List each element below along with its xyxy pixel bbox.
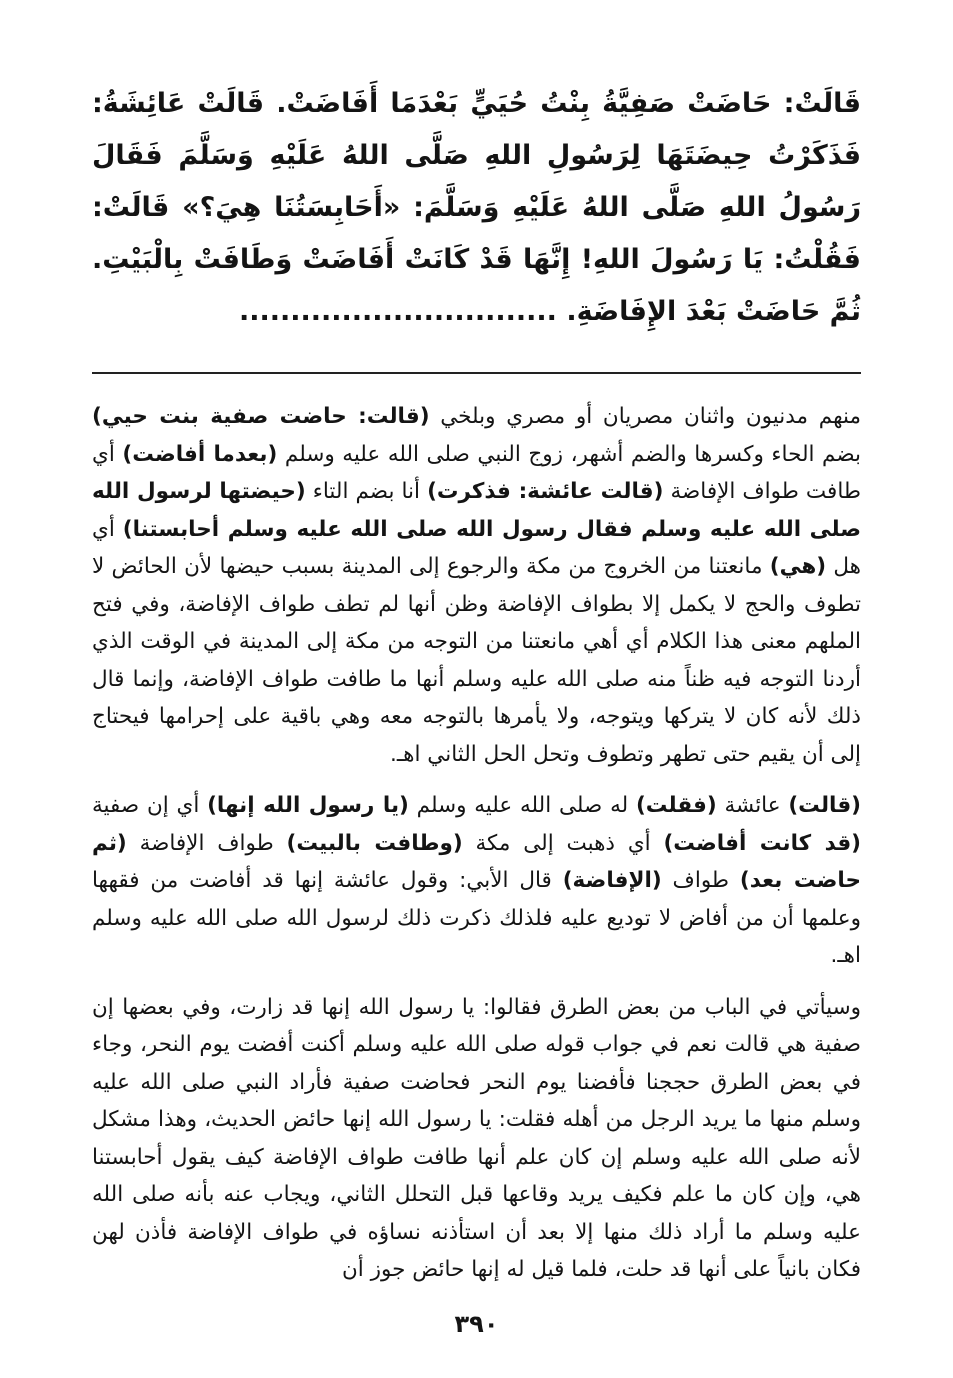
text-run: أي طافت طواف الإفاضة: [92, 441, 861, 504]
page: [92, 78, 861, 1338]
commentary: [92, 398, 861, 1289]
commentary-paragraph: [92, 787, 861, 975]
text-run: أنا بضم التاء: [305, 479, 428, 504]
commentary-paragraph: [92, 989, 861, 1289]
hadith-body: قَالَتْ: حَاضَتْ صَفِيَّةُ بِنْتُ حُيَيٍّ بَعْدَمَا أَفَاضَتْ. قَالَتْ عَائِشَةُ: فَذَكَرْتُ حِيضَتَهَا لِرَسُولِ اللهِ صَلَّى اللهُ عَلَيْهِ وَسَلَّمَ فَقَالَ رَسُولُ اللهِ صَلَّى اللهُ عَلَيْهِ وَسَلَّمَ: «أَحَابِسَتُنَا هِيَ؟» قَالَتْ: فَقُلْتُ: يَا رَسُولَ اللهِ! إِنَّهَا قَدْ كَانَتْ أَفَاضَتْ وَطَافَتْ بِالْبَيْتِ. ثُمَّ حَاضَتْ بَعْدَ الإِفَاضَةِ.: [92, 88, 861, 327]
bold-quote: (ثم حاضت بعد): [92, 830, 862, 893]
text-run: قال الأبي: وقول عائشة إنها قد أفاضت من فقهها وعلمها أن من أفاض لا توديع عليه فلذلك ذكرت ذلك لرسول الله صلى الله عليه وسلم اهـ.: [92, 868, 861, 968]
bold-quote: (هي): [769, 554, 827, 579]
footnote-separator: [92, 372, 861, 374]
text-run: طواف الإفاضة: [126, 830, 287, 856]
text-run: طواف: [661, 868, 740, 893]
text-run: وسيأتي في الباب من بعض الطرق فقالوا: يا رسول الله إنها قد زارت، وفي بعضها إن صفية هي قالت نعم في جواب قوله صلى الله عليه وسلم أكنت أفضت يوم النحر، وجاء في بعض الطرق حججنا فأفضنا يوم النحر فحاضت صفية فأراد النبي صلى الله عليه وسلم منها ما يريد الرجل من أهله فقلت: يا رسول الله إنها حائض الحديث، وهذا مشكل لأنه صلى الله عليه وسلم إن كان علم أنها طافت طواف الإفاضة كيف يقول أحابستنا هي، وإن كان ما علم فكيف يريد وقاعها قبل التحلل الثاني، ويجاب عنه بأنه صلى الله عليه وسلم ما أراد ذلك منها إلا بعد أن استأذنه نساؤه في طواف الإفاضة فأذن لهن فكان بانياً على أنها قد حلت، فلما قيل له إنها حائض جوز أن: [92, 994, 861, 1282]
text-run: أي هل: [92, 516, 861, 579]
bold-quote: (بعدما أفاضت): [122, 441, 278, 467]
text-run: أي إن صفية: [92, 793, 208, 818]
text-run: منهم مدنيون واثنان مصريان أو مصري وبلخي: [429, 404, 861, 429]
text-run: أي ذهبت إلى مكة: [462, 830, 664, 856]
bold-quote: (وطافت بالبيت): [286, 830, 463, 856]
commentary-paragraph: [92, 398, 861, 773]
text-run: له صلى الله عليه وسلم: [408, 793, 636, 818]
bold-quote: (قالت: حاضت صفية بنت حيي): [92, 404, 430, 429]
page-number: ٣٩٠: [454, 1310, 499, 1338]
bold-quote: (حيضتها لرسول الله صلى الله عليه وسلم فقال رسول الله صلى الله عليه وسلم أحابستنا): [92, 479, 861, 542]
bold-quote: (قد كانت أفاضت): [663, 830, 861, 856]
bold-quote: (الإفاضة): [562, 868, 662, 893]
bold-quote: (قالت عائشة: فذكرت): [427, 479, 664, 504]
hadith-text: [92, 78, 861, 338]
bold-quote: (يا رسول الله إنها): [207, 793, 409, 818]
text-run: عائشة: [716, 793, 789, 818]
bold-quote: (قالت): [788, 793, 861, 818]
text-run: مانعتنا من الخروج من مكة والرجوع إلى المدينة بسبب حيضها لأن الحائض لا تطوف والحج لا يكمل إلا بطواف الإفاضة وظن أنها لم تطف طواف الإفاضة، وفي فتح الملهم معنى هذا الكلام أي أهي مانعتنا من التوجه من مكة إلى المدينة في الوقت الذي أردنا التوجه فيه ظناً منه صلى الله عليه وسلم أنها ما طافت طواف الإفاضة، وإنما قال ذلك لأنه كان لا يتركها ويتوجه، ولا يأمرها بالتوجه معه وهي باقية على إحرامها فيحتاج إلى أن يقيم حتى تطهر وتطوف وتحل الحل الثاني اهـ.: [92, 554, 861, 767]
hadith-dots: ...............................: [238, 296, 557, 327]
text-run: بضم الحاء وكسرها والضم أشهر، زوج النبي صلى الله عليه وسلم: [277, 441, 861, 467]
bold-quote: (فقلت): [635, 793, 717, 818]
